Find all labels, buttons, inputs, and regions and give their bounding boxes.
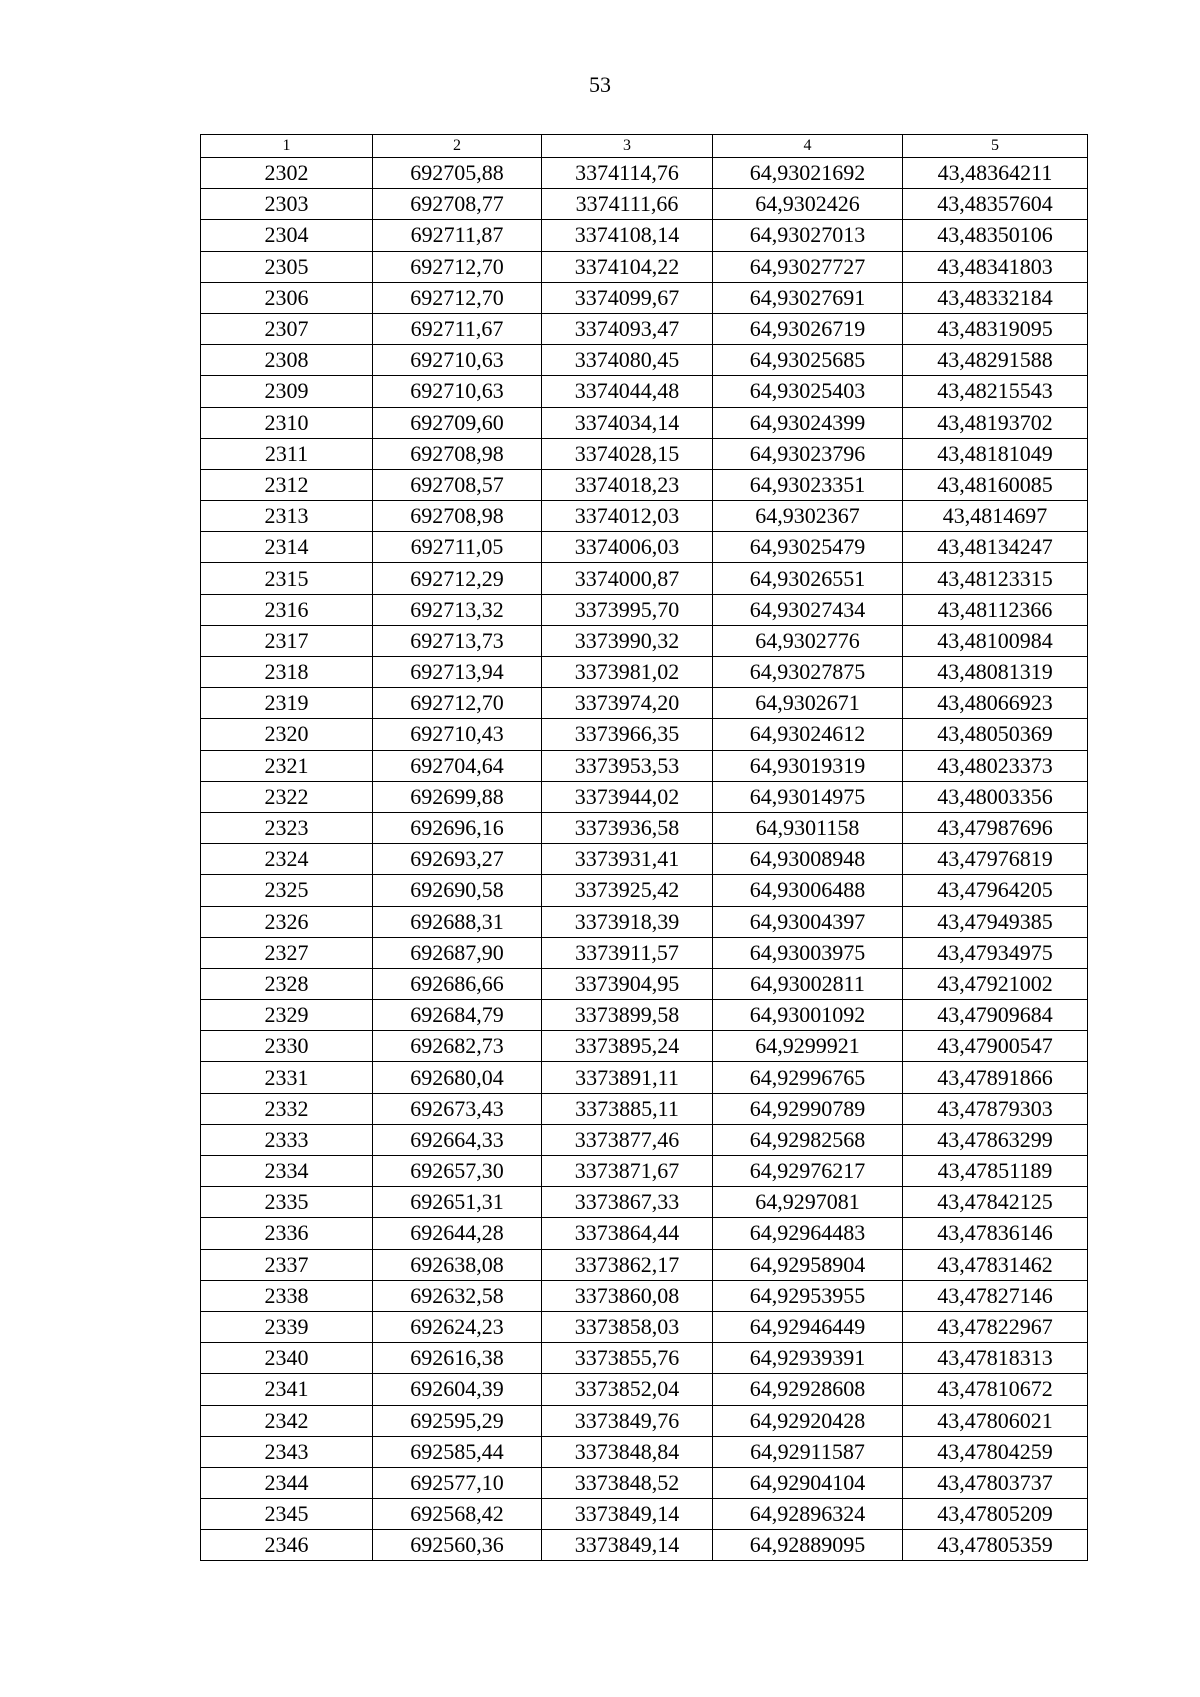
latitude-cell: 43,47934975 <box>903 937 1088 968</box>
table-row <box>201 906 1088 937</box>
table-row <box>201 532 1088 563</box>
point-number-cell: 2338 <box>201 1280 373 1311</box>
y-coordinate-cell: 3374108,14 <box>542 220 713 251</box>
x-coordinate-cell: 692638,08 <box>373 1249 542 1280</box>
latitude-cell: 43,48050369 <box>903 719 1088 750</box>
latitude-cell: 43,48357604 <box>903 189 1088 220</box>
y-coordinate-cell: 3373953,53 <box>542 750 713 781</box>
longitude-cell: 64,93027434 <box>713 594 903 625</box>
longitude-cell: 64,92964483 <box>713 1218 903 1249</box>
y-coordinate-cell: 3373849,14 <box>542 1530 713 1561</box>
y-coordinate-cell: 3374000,87 <box>542 563 713 594</box>
x-coordinate-cell: 692693,27 <box>373 844 542 875</box>
latitude-cell: 43,48319095 <box>903 313 1088 344</box>
latitude-cell: 43,47804259 <box>903 1436 1088 1467</box>
table-row <box>201 719 1088 750</box>
y-coordinate-cell: 3373885,11 <box>542 1093 713 1124</box>
y-coordinate-cell: 3373925,42 <box>542 875 713 906</box>
longitude-cell: 64,93003975 <box>713 937 903 968</box>
table-row <box>201 251 1088 282</box>
x-coordinate-cell: 692713,73 <box>373 625 542 656</box>
longitude-cell: 64,93027727 <box>713 251 903 282</box>
latitude-cell: 43,47803737 <box>903 1467 1088 1498</box>
x-coordinate-cell: 692560,36 <box>373 1530 542 1561</box>
point-number-cell: 2306 <box>201 282 373 313</box>
x-coordinate-cell: 692704,64 <box>373 750 542 781</box>
longitude-cell: 64,93024612 <box>713 719 903 750</box>
x-coordinate-cell: 692708,98 <box>373 438 542 469</box>
point-number-cell: 2326 <box>201 906 373 937</box>
table-row <box>201 1311 1088 1342</box>
longitude-cell: 64,9301158 <box>713 812 903 843</box>
point-number-cell: 2303 <box>201 189 373 220</box>
y-coordinate-cell: 3373871,67 <box>542 1156 713 1187</box>
point-number-cell: 2319 <box>201 688 373 719</box>
point-number-cell: 2302 <box>201 158 373 189</box>
coordinates-table <box>200 134 1088 1561</box>
longitude-cell: 64,93002811 <box>713 968 903 999</box>
x-coordinate-cell: 692713,94 <box>373 657 542 688</box>
table-row <box>201 189 1088 220</box>
point-number-cell: 2339 <box>201 1311 373 1342</box>
table-row <box>201 1000 1088 1031</box>
x-coordinate-cell: 692616,38 <box>373 1343 542 1374</box>
latitude-cell: 43,47818313 <box>903 1343 1088 1374</box>
point-number-cell: 2308 <box>201 345 373 376</box>
point-number-cell: 2334 <box>201 1156 373 1187</box>
point-number-cell: 2305 <box>201 251 373 282</box>
table-row <box>201 407 1088 438</box>
y-coordinate-cell: 3373855,76 <box>542 1343 713 1374</box>
longitude-cell: 64,9302776 <box>713 625 903 656</box>
latitude-cell: 43,48003356 <box>903 781 1088 812</box>
table-row <box>201 1031 1088 1062</box>
longitude-cell: 64,93023796 <box>713 438 903 469</box>
table-row <box>201 657 1088 688</box>
latitude-cell: 43,48181049 <box>903 438 1088 469</box>
point-number-cell: 2341 <box>201 1374 373 1405</box>
latitude-cell: 43,48215543 <box>903 376 1088 407</box>
y-coordinate-cell: 3374111,66 <box>542 189 713 220</box>
y-coordinate-cell: 3373995,70 <box>542 594 713 625</box>
longitude-cell: 64,92896324 <box>713 1499 903 1530</box>
y-coordinate-cell: 3373849,76 <box>542 1405 713 1436</box>
table-row <box>201 220 1088 251</box>
table-row <box>201 1280 1088 1311</box>
x-coordinate-cell: 692709,60 <box>373 407 542 438</box>
latitude-cell: 43,48081319 <box>903 657 1088 688</box>
latitude-cell: 43,48112366 <box>903 594 1088 625</box>
point-number-cell: 2342 <box>201 1405 373 1436</box>
y-coordinate-cell: 3373860,08 <box>542 1280 713 1311</box>
point-number-cell: 2330 <box>201 1031 373 1062</box>
point-number-cell: 2340 <box>201 1343 373 1374</box>
y-coordinate-cell: 3373981,02 <box>542 657 713 688</box>
point-number-cell: 2346 <box>201 1530 373 1561</box>
latitude-cell: 43,48023373 <box>903 750 1088 781</box>
latitude-cell: 43,48066923 <box>903 688 1088 719</box>
latitude-cell: 43,48350106 <box>903 220 1088 251</box>
column-header-2: 2 <box>373 135 542 158</box>
longitude-cell: 64,93006488 <box>713 875 903 906</box>
table-row <box>201 469 1088 500</box>
y-coordinate-cell: 3373911,57 <box>542 937 713 968</box>
x-coordinate-cell: 692696,16 <box>373 812 542 843</box>
table-row <box>201 282 1088 313</box>
latitude-cell: 43,47891866 <box>903 1062 1088 1093</box>
longitude-cell: 64,92928608 <box>713 1374 903 1405</box>
point-number-cell: 2316 <box>201 594 373 625</box>
longitude-cell: 64,93026551 <box>713 563 903 594</box>
point-number-cell: 2309 <box>201 376 373 407</box>
latitude-cell: 43,48291588 <box>903 345 1088 376</box>
x-coordinate-cell: 692713,32 <box>373 594 542 625</box>
x-coordinate-cell: 692712,70 <box>373 688 542 719</box>
y-coordinate-cell: 3373931,41 <box>542 844 713 875</box>
longitude-cell: 64,92911587 <box>713 1436 903 1467</box>
x-coordinate-cell: 692651,31 <box>373 1187 542 1218</box>
point-number-cell: 2331 <box>201 1062 373 1093</box>
x-coordinate-cell: 692682,73 <box>373 1031 542 1062</box>
table-body <box>201 158 1088 1561</box>
longitude-cell: 64,92996765 <box>713 1062 903 1093</box>
x-coordinate-cell: 692708,77 <box>373 189 542 220</box>
x-coordinate-cell: 692711,05 <box>373 532 542 563</box>
latitude-cell: 43,47822967 <box>903 1311 1088 1342</box>
y-coordinate-cell: 3373858,03 <box>542 1311 713 1342</box>
latitude-cell: 43,47921002 <box>903 968 1088 999</box>
y-coordinate-cell: 3373899,58 <box>542 1000 713 1031</box>
y-coordinate-cell: 3374099,67 <box>542 282 713 313</box>
point-number-cell: 2325 <box>201 875 373 906</box>
x-coordinate-cell: 692686,66 <box>373 968 542 999</box>
x-coordinate-cell: 692710,63 <box>373 376 542 407</box>
table-row <box>201 937 1088 968</box>
longitude-cell: 64,93027013 <box>713 220 903 251</box>
latitude-cell: 43,47831462 <box>903 1249 1088 1280</box>
latitude-cell: 43,47810672 <box>903 1374 1088 1405</box>
column-header-1: 1 <box>201 135 373 158</box>
table-row <box>201 625 1088 656</box>
point-number-cell: 2317 <box>201 625 373 656</box>
latitude-cell: 43,47949385 <box>903 906 1088 937</box>
point-number-cell: 2315 <box>201 563 373 594</box>
y-coordinate-cell: 3373918,39 <box>542 906 713 937</box>
x-coordinate-cell: 692604,39 <box>373 1374 542 1405</box>
latitude-cell: 43,48123315 <box>903 563 1088 594</box>
point-number-cell: 2328 <box>201 968 373 999</box>
longitude-cell: 64,93027691 <box>713 282 903 313</box>
longitude-cell: 64,93027875 <box>713 657 903 688</box>
table-row <box>201 750 1088 781</box>
longitude-cell: 64,93021692 <box>713 158 903 189</box>
point-number-cell: 2307 <box>201 313 373 344</box>
y-coordinate-cell: 3373990,32 <box>542 625 713 656</box>
y-coordinate-cell: 3373848,52 <box>542 1467 713 1498</box>
longitude-cell: 64,9297081 <box>713 1187 903 1218</box>
header-row <box>201 135 1088 158</box>
point-number-cell: 2304 <box>201 220 373 251</box>
x-coordinate-cell: 692624,23 <box>373 1311 542 1342</box>
longitude-cell: 64,93026719 <box>713 313 903 344</box>
latitude-cell: 43,47976819 <box>903 844 1088 875</box>
longitude-cell: 64,92990789 <box>713 1093 903 1124</box>
point-number-cell: 2336 <box>201 1218 373 1249</box>
table-row <box>201 1093 1088 1124</box>
y-coordinate-cell: 3374093,47 <box>542 313 713 344</box>
x-coordinate-cell: 692595,29 <box>373 1405 542 1436</box>
latitude-cell: 43,47827146 <box>903 1280 1088 1311</box>
longitude-cell: 64,92982568 <box>713 1124 903 1155</box>
latitude-cell: 43,47863299 <box>903 1124 1088 1155</box>
table-row <box>201 345 1088 376</box>
point-number-cell: 2333 <box>201 1124 373 1155</box>
longitude-cell: 64,92953955 <box>713 1280 903 1311</box>
x-coordinate-cell: 692712,29 <box>373 563 542 594</box>
longitude-cell: 64,93019319 <box>713 750 903 781</box>
x-coordinate-cell: 692712,70 <box>373 251 542 282</box>
latitude-cell: 43,48100984 <box>903 625 1088 656</box>
point-number-cell: 2345 <box>201 1499 373 1530</box>
point-number-cell: 2323 <box>201 812 373 843</box>
y-coordinate-cell: 3373891,11 <box>542 1062 713 1093</box>
longitude-cell: 64,93025685 <box>713 345 903 376</box>
longitude-cell: 64,92958904 <box>713 1249 903 1280</box>
table-row <box>201 438 1088 469</box>
table-row <box>201 968 1088 999</box>
table-row <box>201 313 1088 344</box>
page-number: 53 <box>589 72 611 97</box>
column-header-4: 4 <box>713 135 903 158</box>
point-number-cell: 2310 <box>201 407 373 438</box>
y-coordinate-cell: 3374034,14 <box>542 407 713 438</box>
longitude-cell: 64,92939391 <box>713 1343 903 1374</box>
x-coordinate-cell: 692712,70 <box>373 282 542 313</box>
x-coordinate-cell: 692690,58 <box>373 875 542 906</box>
point-number-cell: 2335 <box>201 1187 373 1218</box>
longitude-cell: 64,93023351 <box>713 469 903 500</box>
y-coordinate-cell: 3373852,04 <box>542 1374 713 1405</box>
longitude-cell: 64,9302671 <box>713 688 903 719</box>
point-number-cell: 2320 <box>201 719 373 750</box>
y-coordinate-cell: 3373862,17 <box>542 1249 713 1280</box>
x-coordinate-cell: 692708,98 <box>373 501 542 532</box>
y-coordinate-cell: 3373848,84 <box>542 1436 713 1467</box>
x-coordinate-cell: 692664,33 <box>373 1124 542 1155</box>
y-coordinate-cell: 3374028,15 <box>542 438 713 469</box>
table-row <box>201 1218 1088 1249</box>
longitude-cell: 64,93024399 <box>713 407 903 438</box>
latitude-cell: 43,4814697 <box>903 501 1088 532</box>
y-coordinate-cell: 3373895,24 <box>542 1031 713 1062</box>
point-number-cell: 2311 <box>201 438 373 469</box>
longitude-cell: 64,92889095 <box>713 1530 903 1561</box>
x-coordinate-cell: 692708,57 <box>373 469 542 500</box>
x-coordinate-cell: 692680,04 <box>373 1062 542 1093</box>
x-coordinate-cell: 692711,67 <box>373 313 542 344</box>
y-coordinate-cell: 3373974,20 <box>542 688 713 719</box>
table-row <box>201 1156 1088 1187</box>
latitude-cell: 43,47900547 <box>903 1031 1088 1062</box>
latitude-cell: 43,48193702 <box>903 407 1088 438</box>
latitude-cell: 43,48364211 <box>903 158 1088 189</box>
point-number-cell: 2344 <box>201 1467 373 1498</box>
y-coordinate-cell: 3373944,02 <box>542 781 713 812</box>
x-coordinate-cell: 692568,42 <box>373 1499 542 1530</box>
x-coordinate-cell: 692577,10 <box>373 1467 542 1498</box>
point-number-cell: 2318 <box>201 657 373 688</box>
y-coordinate-cell: 3373867,33 <box>542 1187 713 1218</box>
table-row <box>201 812 1088 843</box>
point-number-cell: 2322 <box>201 781 373 812</box>
latitude-cell: 43,47987696 <box>903 812 1088 843</box>
longitude-cell: 64,93025403 <box>713 376 903 407</box>
y-coordinate-cell: 3373966,35 <box>542 719 713 750</box>
latitude-cell: 43,47879303 <box>903 1093 1088 1124</box>
table-row <box>201 781 1088 812</box>
latitude-cell: 43,47805209 <box>903 1499 1088 1530</box>
latitude-cell: 43,47805359 <box>903 1530 1088 1561</box>
longitude-cell: 64,93004397 <box>713 906 903 937</box>
point-number-cell: 2329 <box>201 1000 373 1031</box>
y-coordinate-cell: 3374018,23 <box>542 469 713 500</box>
y-coordinate-cell: 3373904,95 <box>542 968 713 999</box>
table-row <box>201 1467 1088 1498</box>
longitude-cell: 64,93008948 <box>713 844 903 875</box>
table-row <box>201 1343 1088 1374</box>
point-number-cell: 2321 <box>201 750 373 781</box>
longitude-cell: 64,93001092 <box>713 1000 903 1031</box>
table-row <box>201 1530 1088 1561</box>
table-row <box>201 158 1088 189</box>
point-number-cell: 2312 <box>201 469 373 500</box>
x-coordinate-cell: 692632,58 <box>373 1280 542 1311</box>
column-header-3: 3 <box>542 135 713 158</box>
x-coordinate-cell: 692687,90 <box>373 937 542 968</box>
x-coordinate-cell: 692585,44 <box>373 1436 542 1467</box>
longitude-cell: 64,92904104 <box>713 1467 903 1498</box>
point-number-cell: 2343 <box>201 1436 373 1467</box>
x-coordinate-cell: 692688,31 <box>373 906 542 937</box>
x-coordinate-cell: 692705,88 <box>373 158 542 189</box>
latitude-cell: 43,47851189 <box>903 1156 1088 1187</box>
table-row <box>201 844 1088 875</box>
longitude-cell: 64,9302426 <box>713 189 903 220</box>
longitude-cell: 64,92946449 <box>713 1311 903 1342</box>
latitude-cell: 43,47806021 <box>903 1405 1088 1436</box>
y-coordinate-cell: 3373849,14 <box>542 1499 713 1530</box>
table-row <box>201 1062 1088 1093</box>
latitude-cell: 43,47909684 <box>903 1000 1088 1031</box>
y-coordinate-cell: 3374080,45 <box>542 345 713 376</box>
point-number-cell: 2327 <box>201 937 373 968</box>
longitude-cell: 64,93025479 <box>713 532 903 563</box>
point-number-cell: 2314 <box>201 532 373 563</box>
table-header <box>201 135 1088 158</box>
point-number-cell: 2324 <box>201 844 373 875</box>
longitude-cell: 64,9299921 <box>713 1031 903 1062</box>
table-row <box>201 1436 1088 1467</box>
table-row <box>201 376 1088 407</box>
table-row <box>201 563 1088 594</box>
y-coordinate-cell: 3374044,48 <box>542 376 713 407</box>
x-coordinate-cell: 692699,88 <box>373 781 542 812</box>
table-row <box>201 1187 1088 1218</box>
y-coordinate-cell: 3373877,46 <box>542 1124 713 1155</box>
table-row <box>201 594 1088 625</box>
latitude-cell: 43,47964205 <box>903 875 1088 906</box>
x-coordinate-cell: 692673,43 <box>373 1093 542 1124</box>
y-coordinate-cell: 3374104,22 <box>542 251 713 282</box>
table-row <box>201 688 1088 719</box>
x-coordinate-cell: 692644,28 <box>373 1218 542 1249</box>
table-row <box>201 1405 1088 1436</box>
point-number-cell: 2332 <box>201 1093 373 1124</box>
table-row <box>201 1374 1088 1405</box>
y-coordinate-cell: 3374012,03 <box>542 501 713 532</box>
table-row <box>201 1124 1088 1155</box>
latitude-cell: 43,47836146 <box>903 1218 1088 1249</box>
table-row <box>201 1249 1088 1280</box>
latitude-cell: 43,48134247 <box>903 532 1088 563</box>
y-coordinate-cell: 3373936,58 <box>542 812 713 843</box>
column-header-5: 5 <box>903 135 1088 158</box>
latitude-cell: 43,47842125 <box>903 1187 1088 1218</box>
x-coordinate-cell: 692710,63 <box>373 345 542 376</box>
longitude-cell: 64,9302367 <box>713 501 903 532</box>
point-number-cell: 2313 <box>201 501 373 532</box>
y-coordinate-cell: 3374006,03 <box>542 532 713 563</box>
latitude-cell: 43,48332184 <box>903 282 1088 313</box>
y-coordinate-cell: 3373864,44 <box>542 1218 713 1249</box>
table-row <box>201 875 1088 906</box>
x-coordinate-cell: 692684,79 <box>373 1000 542 1031</box>
x-coordinate-cell: 692710,43 <box>373 719 542 750</box>
point-number-cell: 2337 <box>201 1249 373 1280</box>
longitude-cell: 64,93014975 <box>713 781 903 812</box>
latitude-cell: 43,48160085 <box>903 469 1088 500</box>
table-row <box>201 1499 1088 1530</box>
table-row <box>201 501 1088 532</box>
latitude-cell: 43,48341803 <box>903 251 1088 282</box>
x-coordinate-cell: 692657,30 <box>373 1156 542 1187</box>
x-coordinate-cell: 692711,87 <box>373 220 542 251</box>
y-coordinate-cell: 3374114,76 <box>542 158 713 189</box>
longitude-cell: 64,92920428 <box>713 1405 903 1436</box>
longitude-cell: 64,92976217 <box>713 1156 903 1187</box>
